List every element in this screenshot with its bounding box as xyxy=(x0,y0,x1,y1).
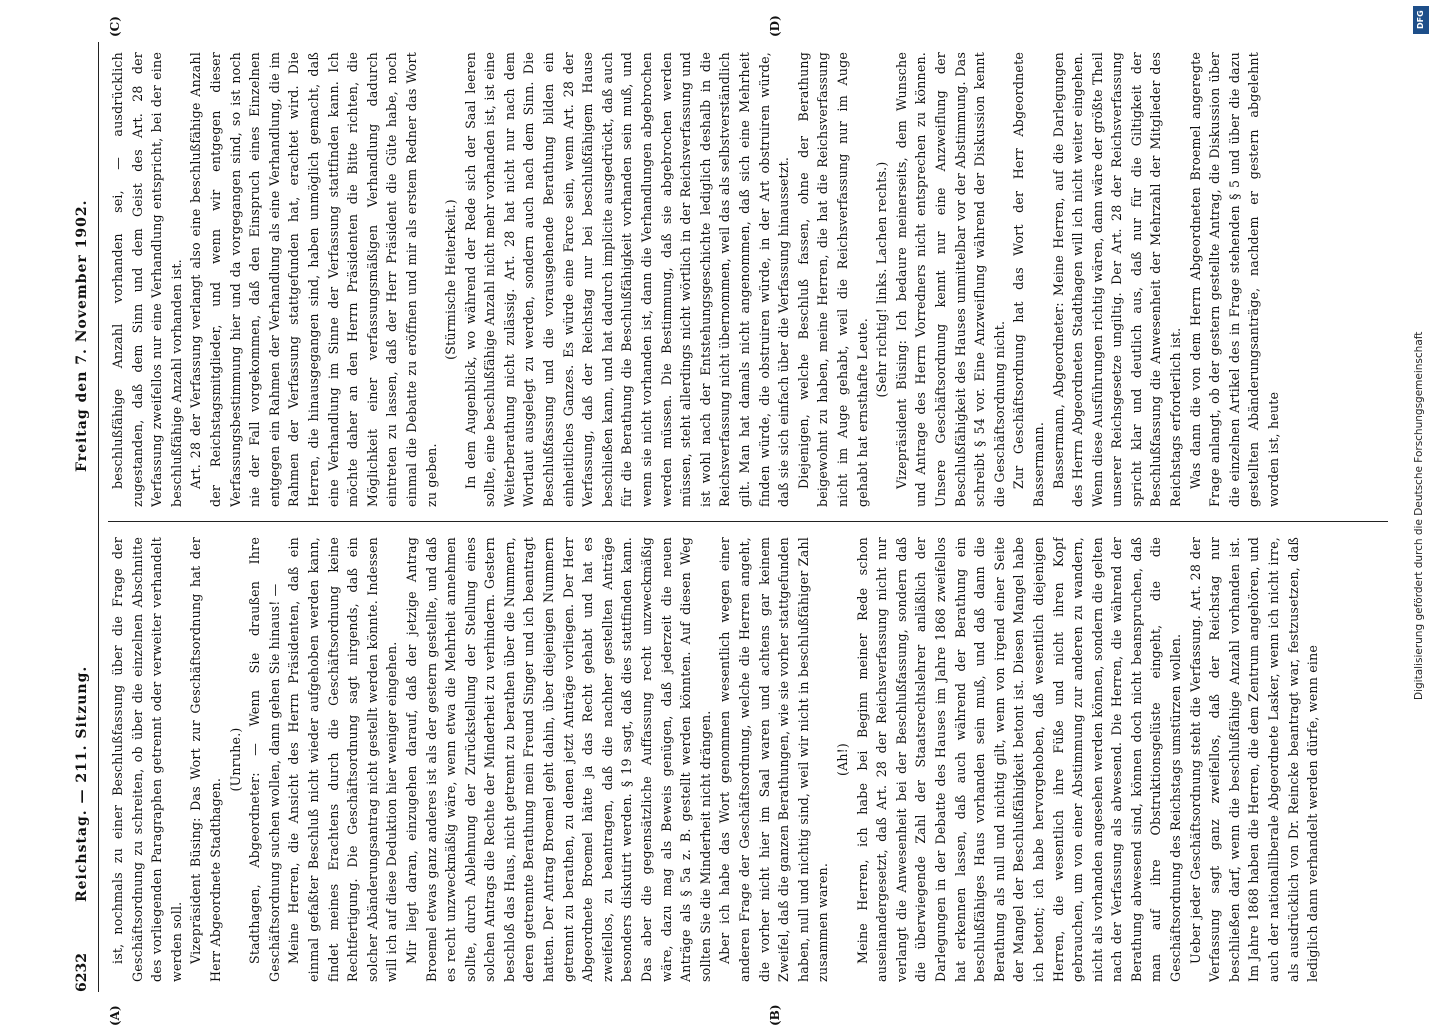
margin-marker-b: (B) xyxy=(768,1005,782,1026)
rotated-document-page xyxy=(68,42,1398,992)
page-number: 6232 xyxy=(74,953,90,992)
paragraph: Bassermann, Abgeordneter: Meine Herren, auf die Darlegungen des Herrn Abgeordneten Stadthagen will ich nicht weiter eingehen. Wenn diese Ausführungen richtig wären, dann wäre der größte Theil unserer Reichsgesetze ungiltig. Der Art. 28 der Reichsverfassung spricht klar und deutlich aus, daß nur für die Giltigkeit der Beschlußfassung die Anwesenheit der Mehrzahl der Mitglieder des Reichstags erforderlich ist. xyxy=(1049,52,1186,507)
dfg-logo: DFG xyxy=(1413,6,1429,34)
margin-marker-c: (C) xyxy=(108,16,122,37)
running-title-left: Reichstag. — 211. Sitzung. xyxy=(74,666,90,902)
paragraph: Mir liegt daran, einzugehen darauf, daß der jetzige Antrag Broemel etwas ganz anderes ist als der gestern gestellte, und daß es recht unzweckmäßig wäre, wenn etwa die Mehrheit annehmen sollte, durch Ablehnung der Zurückstellung der Stellung eines solchen Antrags die Rechte der Minderheit zu verhindern. Gestern beschloß das Haus, nicht getrennt zu berathen über die Nummern, deren getrennte Berathung mein Freund Singer und ich beantragt hatten. Der Antrag Broemel geht dahin, über diejenigen Nummern getrennt zu berathen, zu denen jetzt Anträge vorliegen. Der Herr Abgeordnete Broemel hätte ja das Recht gehabt und hat es zweifellos, zu beantragen, daß die nachher gestellten Anträge besonders diskutirt werden. § 19 sagt, daß dies stattfinden kann. Das aber die gegensätzliche Auffassung recht unzweckmäßig wäre, dazu mag als Beweis genügen, daß jederzeit die neuen Anträge als § 5a z. B. gestellt werden könnten. Auf diesen Weg sollten Sie die Minderheit nicht drängen. xyxy=(402,537,716,982)
margin-marker-d: (D) xyxy=(768,15,782,37)
paragraph: Meine Herren, ich habe bei Beginn meiner Rede schon auseinandergesetzt, daß Art. 28 der Reichsverfassung nicht nur verlangt die Anwesenheit bei der Beschlußfassung, sondern daß die überwiegende Zahl der Staatsrechtslehrer anläßlich der Darlegungen in der Debatte des Hauses im Jahre 1868 zweifellos hat erkennen lassen, daß auch während der Berathung ein beschlußfähiges Haus vorhanden sein muß, und daß dann die Berathung als null und nichtig gilt, wenn von irgend einer Seite der Mangel der Beschlußfähigkeit betont ist. Diesen Mangel habe ich betont; ich habe hervorgehoben, daß wesentlich diejenigen Herren, die wesentlich ihre Füße und nicht ihren Kopf gebrauchen, um von einer Abstimmung zur anderen zu wandern, nicht als vorhanden angesehen werden können, sondern die gelten nach der Verfassung als abwesend. Die Herren, die während der Berathung abwesend sind, können doch nicht beanspruchen, daß man auf ihre Obstruktionsgelüste eingeht, die die Geschäftsordnung des Reichstags umstürzen wollen. xyxy=(853,537,1186,982)
column-divider xyxy=(108,521,1388,522)
paragraph: Diejenigen, welche Beschluß fassen, ohne der Berathung beigewohnt zu haben, meine Herren, die hat die Reichsverfassung nicht im Auge gehabt, weil die Reichsverfassung nur im Auge gehabt hat ernsthafte Leute. xyxy=(794,52,872,507)
paragraph: Art. 28 der Verfassung verlangt also eine beschlußfähige Anzahl der Reichstagsmitglieder, und wenn wir entgegen dieser Verfassungsbestimmung hier und da vorgegangen sind, so ist noch nie der Fall vorgekommen, daß den Einspruch eines Einzelnen entgegen ein Rahmen der Verhandlung als eine Verhandlung, die im Rahmen der Verfassung stattgefunden hat, erachtet wird. Die Herren, die hinausgegangen sind, haben unmöglich gemacht, daß eine Verhandlung im Sinne der Verfassung stattfinden kann. Ich möchte daher an den Herrn Präsidenten die Bitte richten, die Möglichkeit einer verfassungsmäßigen Verhandlung dadurch eintreten zu lassen, daß der Herr Präsident die Güte habe, noch einmal die Debatte zu eröffnen und mir als erstem Redner das Wort zu geben. xyxy=(186,52,441,507)
digitization-credit: Digitalisierung gefördert durch die Deutsche Forschungsgemeinschaft xyxy=(1413,40,1425,700)
running-title-date: Freitag den 7. November 1902. xyxy=(74,199,90,472)
paragraph: Stadthagen, Abgeordneter: — Wenn Sie draußen Ihre Geschäftsordnung suchen wollen, dann gehen Sie hinaus! — xyxy=(245,537,284,982)
paragraph: Vizepräsident Büsing: Ich bedaure meinerseits, dem Wunsche und Antrage des Herrn Vorredners nicht entsprechen zu können. Unsere Geschäftsordnung kennt nur eine Anzweiflung der Beschlußfähigkeit des Hauses unmittelbar vor der Abstimmung. Das schreibt § 54 vor. Eine Anzweiflung während der Diskussion kennt die Geschäftsordnung nicht. xyxy=(892,52,1010,507)
stage-direction: (Sehr richtig! links. Lachen rechts.) xyxy=(872,52,892,507)
paragraph: Ueber jeder Geschäftsordnung steht die Verfassung. Art. 28 der Verfassung sagt ganz zweifellos, daß der Reichstag nur beschließen darf, wenn die beschlußfähige Anzahl vorhanden ist. Im Jahre 1868 haben die Herren, die dem Zentrum angehören, und auch der nationalliberale Abgeordnete Lasker, wenn ich nicht irre, als ausdrücklich von Dr. Reincke beantragt war, festzusetzen, daß lediglich dann verhandelt werden dürfe, wenn eine xyxy=(1186,537,1323,982)
paragraph: beschlußfähige Anzahl vorhanden sei, — ausdrücklich zugestanden, daß dem Sinn und dem Geist des Art. 28 der Verfassung zweifellos nur eine Verhandlung entspricht, bei der eine beschlußfähige Anzahl vorhanden ist. xyxy=(108,52,186,507)
digitization-sidebar xyxy=(1411,0,1434,1000)
text-column-left xyxy=(108,537,1388,982)
paragraph: Aber ich habe das Wort genommen wesentlich wegen einer anderen Frage der Geschäftsordnung, welche die Herren angeht, die vorher nicht hier im Saal waren und achtens gar keinem Zweifel, daß die ganzen Berathungen, wie sie vorher stattgefunden haben, null und nichtig sind, weil wir nicht in beschlußfähiger Zahl zusammen waren. xyxy=(715,537,833,982)
paragraph: Meine Herren, die Ansicht des Herrn Präsidenten, daß ein einmal gefaßter Beschluß nicht wieder aufgehoben werden kann, findet meines Erachtens durch die Geschäftsordnung keine Rechtfertigung. Die Geschäftsordnung sagt nirgends, daß ein solcher Abänderungsantrag nicht gestellt werden könnte. Indessen will ich auf diese Deduktion hier weniger eingehen. xyxy=(284,537,402,982)
stage-direction: (Unruhe.) xyxy=(226,537,246,982)
page-header xyxy=(68,42,99,992)
paragraph: Zur Geschäftsordnung hat das Wort der Herr Abgeordnete Bassermann. xyxy=(1009,52,1048,507)
paragraph: ist, nochmals zu einer Beschlußfassung über die Frage der Geschäftsordnung zu schreiten, ob über die einzelnen Abschnitte des vorliegenden Paragraphen getrennt oder verweiter verhandelt werden soll. xyxy=(108,537,186,982)
margin-marker-a: (A) xyxy=(108,1005,122,1026)
text-column-right xyxy=(108,52,1388,507)
stage-direction: (Stürmische Heiterkeit.) xyxy=(441,52,461,507)
paragraph: Vizepräsident Büsing: Das Wort zur Geschäftsordnung hat der Herr Abgeordnete Stadthagen. xyxy=(186,537,225,982)
paragraph: In dem Augenblick, wo während der Rede sich der Saal leeren sollte, eine beschlußfähige Anzahl nicht mehr vorhanden ist, ist eine Weiterberathung nicht zulässig. Art. 28 hat nicht nur nach dem Wortlaut ausgelegt zu werden, sondern auch nach dem Sinn. Die Beschlußfassung und die vorausgehende Berathung bilden ein einheitliches Ganzes. Es würde eine Farce sein, wenn Art. 28 der Verfassung, daß der Reichstag nur bei beschlußfähigem Hause beschließen kann, und hat dadurch implicite ausgedrückt, daß auch für die Berathung die Beschlußfähigkeit vorhanden sein muß, und wenn sie nicht vorhanden ist, dann die Verhandlungen abgebrochen werden müssen. Die Bestimmung, daß sie abgebrochen werden müssen, steht allerdings nicht wörtlich in der Reichsverfassung und ist wohl nach der Entstehungsgeschichte lediglich deshalb in die Reichsverfassung nicht übernommen, weil das als selbstverständlich gilt. Man hat damals nicht angenommen, daß sich eine Mehrheit finden würde, die obstruiren würde, in der Art obstruiren würde, daß sie sich einfach über die Verfassung hinaussetzt. xyxy=(461,52,794,507)
stage-direction: (Ah!) xyxy=(833,537,853,982)
paragraph: Was dann die von dem Herrn Abgeordneten Broemel angeregte Frage anlangt, ob der gestern gestellte Antrag, die Diskussion über die einzelnen Artikel des in Frage stehenden § 5 und über die dazu gestellten Abänderungsanträge, nachdem er gestern abgelehnt worden ist, heute xyxy=(1186,52,1284,507)
